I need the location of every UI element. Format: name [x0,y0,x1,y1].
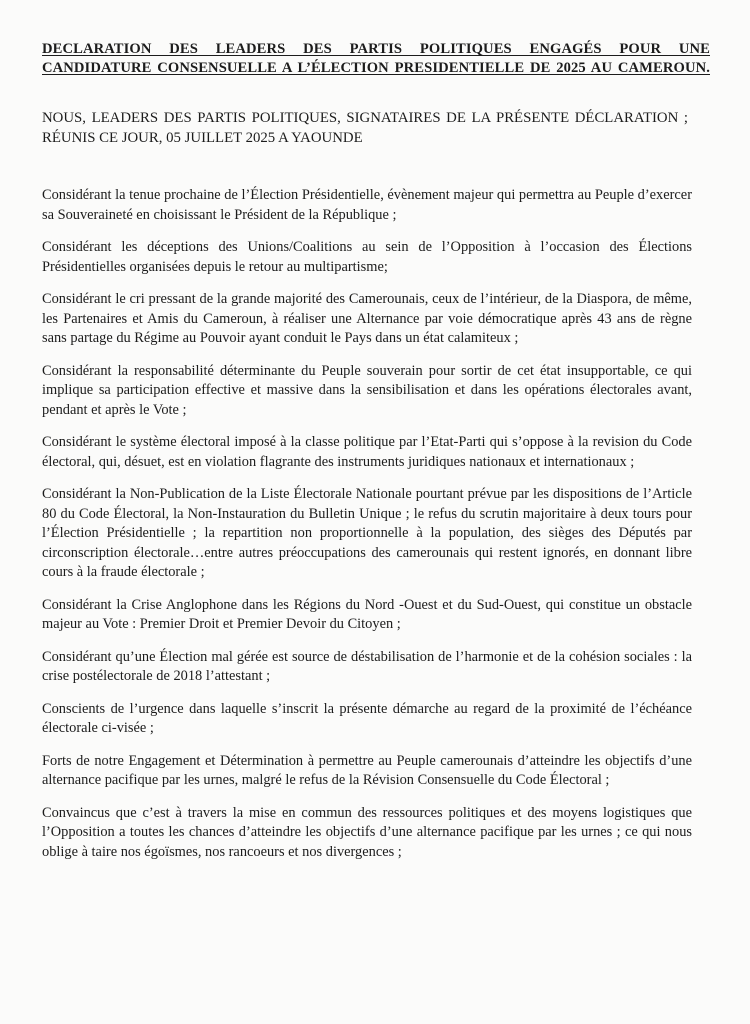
forts-paragraph: Forts de notre Engagement et Détermination à permettre au Peuple camerounais d’atteindre les objectifs d’une alternance pacifique par les urnes, malgré le refus de la Révision Consensuelle du Code Électoral ; [42,752,692,788]
conscients-paragraph: Conscients de l’urgence dans laquelle s’inscrit la présente démarche au regard de la proximité de l’échéance électorale ci-visée ; [42,700,692,736]
considerant-paragraph-8: Considérant qu’une Élection mal gérée est source de déstabilisation de l’harmonie et de la cohésion sociales : la crise postélectorale de 2018 l’attestant ; [42,648,692,684]
declaration-intro: NOUS, LEADERS DES PARTIS POLITIQUES, SIGNATAIRES DE LA PRÉSENTE DÉCLARATION ; RÉUNIS CE JOUR, 05 JUILLET 2025 A YAOUNDE [42,110,688,146]
declaration-title: DECLARATION DES LEADERS DES PARTIS POLITIQUES ENGAGÉS POUR UNE CANDIDATURE CONSENSUELLE A L’ÉLECTION PRESIDENTIELLE DE 2025 AU CAMEROUN. [42,41,710,76]
considerant-paragraph-6: Considérant la Non-Publication de la Liste Électorale Nationale pourtant prévue par les dispositions de l’Article 80 du Code Électoral, la Non-Instauration du Bulletin Unique ; le refus du scrutin majoritaire à deux tours pour l’Élection Présidentielle ; la repartition non proportionnelle à la population, des sièges des Députés par circonscription électorale…entre autres préoccupations des camerounais qui restent ignorés, en donnant libre cours à la fraude électorale ; [42,486,692,580]
considerant-paragraph-4: Considérant la responsabilité déterminante du Peuple souverain pour sortir de cet état insupportable, ce qui implique sa participation effective et massive dans la sensibilisation et dans les opérations électorales avant, pendant et après le Vote ; [42,362,692,418]
declaration-body [42,186,692,875]
considerant-paragraph-1: Considérant la tenue prochaine de l’Élection Présidentielle, évènement majeur qui permettra au Peuple d’exercer sa Souveraineté en choisissant le Président de la République ; [42,187,692,223]
convaincus-paragraph: Convaincus que c’est à travers la mise en commun des ressources politiques et des moyens logistiques que l’Opposition a toutes les chances d’atteindre les objectifs d’une alternance pacifique par les urnes ; ce qui nous oblige à taire nos égoïsmes, nos rancoeurs et nos divergences ; [42,804,692,860]
considerant-paragraph-3: Considérant le cri pressant de la grande majorité des Camerounais, ceux de l’intérieur, de la Diaspora, de même, les Partenaires et Amis du Cameroun, à réaliser une Alternance par voie démocratique après 43 ans de règne sans partage du Régime au Pouvoir ayant conduit le Pays dans un état calamiteux ; [42,291,692,346]
considerant-paragraph-2: Considérant les déceptions des Unions/Coalitions au sein de l’Opposition à l’occasion des Élections Présidentielles organisées depuis le retour au multipartisme; [42,239,692,275]
considerant-paragraph-5: Considérant le système électoral imposé à la classe politique par l’Etat-Parti qui s’oppose à la revision du Code électoral, qui, désuet, est en violation flagrante des instruments juridiques nationaux et internationaux ; [42,434,692,470]
considerant-paragraph-7: Considérant la Crise Anglophone dans les Régions du Nord -Ouest et du Sud-Ouest, qui constitue un obstacle majeur au Vote : Premier Droit et Premier Devoir du Citoyen ; [42,596,692,632]
